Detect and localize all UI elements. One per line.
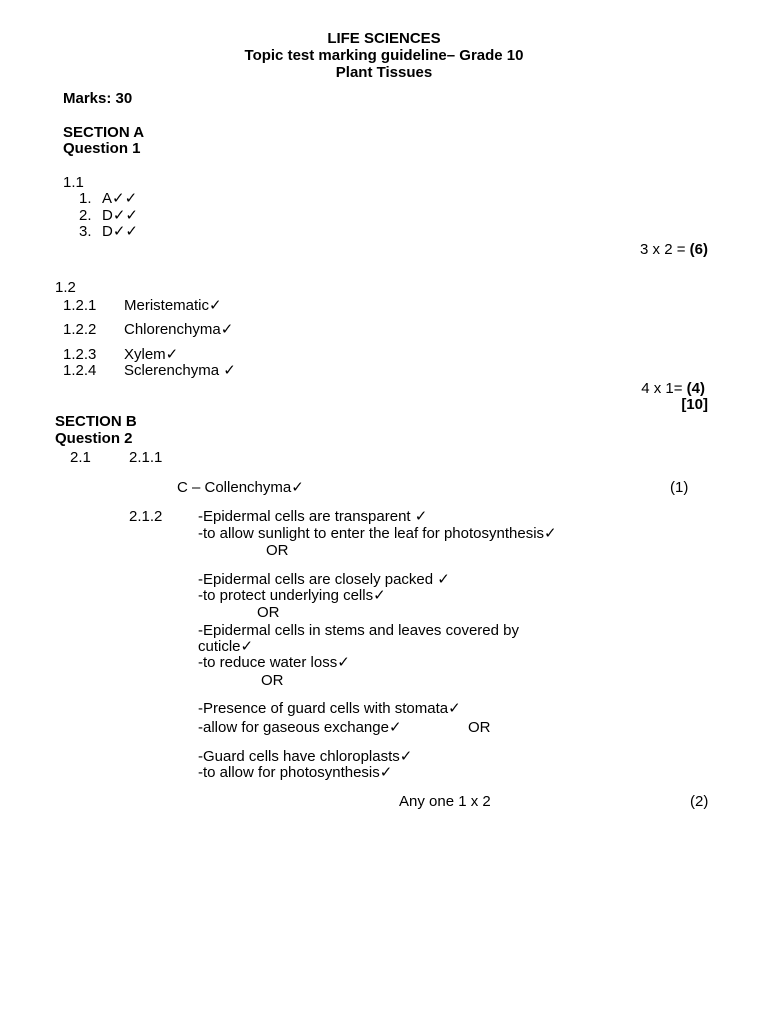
question-2-title: Question 2	[55, 430, 133, 447]
q2-1-1-answer: C – Collenchyma✓	[177, 479, 304, 496]
section-b-title: SECTION B	[55, 413, 137, 430]
q1-2-item-num: 1.2.2	[63, 321, 97, 338]
any-one-note: Any one 1 x 2	[399, 793, 491, 810]
q1-1-item-answer: D✓✓	[102, 207, 138, 224]
or-separator: OR	[261, 672, 284, 689]
q2-1-1-mark: (1)	[670, 479, 689, 496]
answer-line: -to reduce water loss✓	[198, 654, 350, 671]
q2-1-2-number: 2.1.2	[129, 508, 163, 525]
q1-2-item-answer: Chlorenchyma✓	[124, 321, 234, 338]
answer-line: -Epidermal cells are closely packed ✓	[198, 571, 450, 588]
q1-2-item-answer: Xylem✓	[124, 346, 179, 363]
q1-1-total-prefix: 3 x 2 =	[640, 241, 690, 258]
q2-1-1-number: 2.1.1	[129, 449, 163, 466]
q2-1-number: 2.1	[70, 449, 91, 466]
or-separator: OR	[468, 719, 491, 736]
section-a-title: SECTION A	[63, 124, 145, 141]
document-subject: LIFE SCIENCES	[327, 30, 441, 47]
q1-1-item-num: 2.	[79, 207, 92, 224]
or-separator: OR	[266, 542, 289, 559]
question-1-title: Question 1	[63, 140, 141, 157]
q1-2-total-value: (4)	[686, 380, 705, 397]
q1-2-item-answer: Meristematic✓	[124, 297, 222, 314]
q1-2-number: 1.2	[55, 279, 76, 296]
q1-2-total-prefix: 4 x 1=	[641, 380, 687, 397]
document-topic: Plant Tissues	[335, 64, 433, 81]
document-subtitle: Topic test marking guideline– Grade 10	[244, 47, 524, 64]
or-separator: OR	[257, 604, 280, 621]
q1-2-item-num: 1.2.3	[63, 346, 97, 363]
q1-1-total	[640, 241, 708, 258]
q1-2-total	[641, 380, 705, 397]
q1-1-item-num: 1.	[79, 190, 92, 207]
q1-1-item-answer: A✓✓	[102, 190, 138, 207]
answer-line: -allow for gaseous exchange✓	[198, 719, 402, 736]
answer-line: cuticle✓	[198, 638, 254, 655]
q1-1-number: 1.1	[63, 174, 84, 191]
q1-2-item-answer: Sclerenchyma ✓	[124, 362, 236, 379]
total-marks: Marks: 30	[63, 90, 133, 107]
answer-line: -to allow for photosynthesis✓	[198, 764, 393, 781]
answer-line: -Guard cells have chloroplasts✓	[198, 748, 413, 765]
answer-line: -Epidermal cells are transparent ✓	[198, 508, 428, 525]
answer-line: -to protect underlying cells✓	[198, 587, 386, 604]
section-a-total: [10]	[681, 396, 708, 413]
q2-1-2-mark: (2)	[690, 793, 709, 810]
answer-line: -Presence of guard cells with stomata✓	[198, 700, 461, 717]
answer-line: -to allow sunlight to enter the leaf for photosynthesis✓	[198, 525, 557, 542]
q1-1-item-num: 3.	[79, 223, 92, 240]
q1-1-item-answer: D✓✓	[102, 223, 138, 240]
q1-2-item-num: 1.2.4	[63, 362, 97, 379]
q1-1-total-value: (6)	[689, 241, 708, 258]
answer-line: -Epidermal cells in stems and leaves covered by	[198, 622, 519, 639]
q1-2-item-num: 1.2.1	[63, 297, 97, 314]
